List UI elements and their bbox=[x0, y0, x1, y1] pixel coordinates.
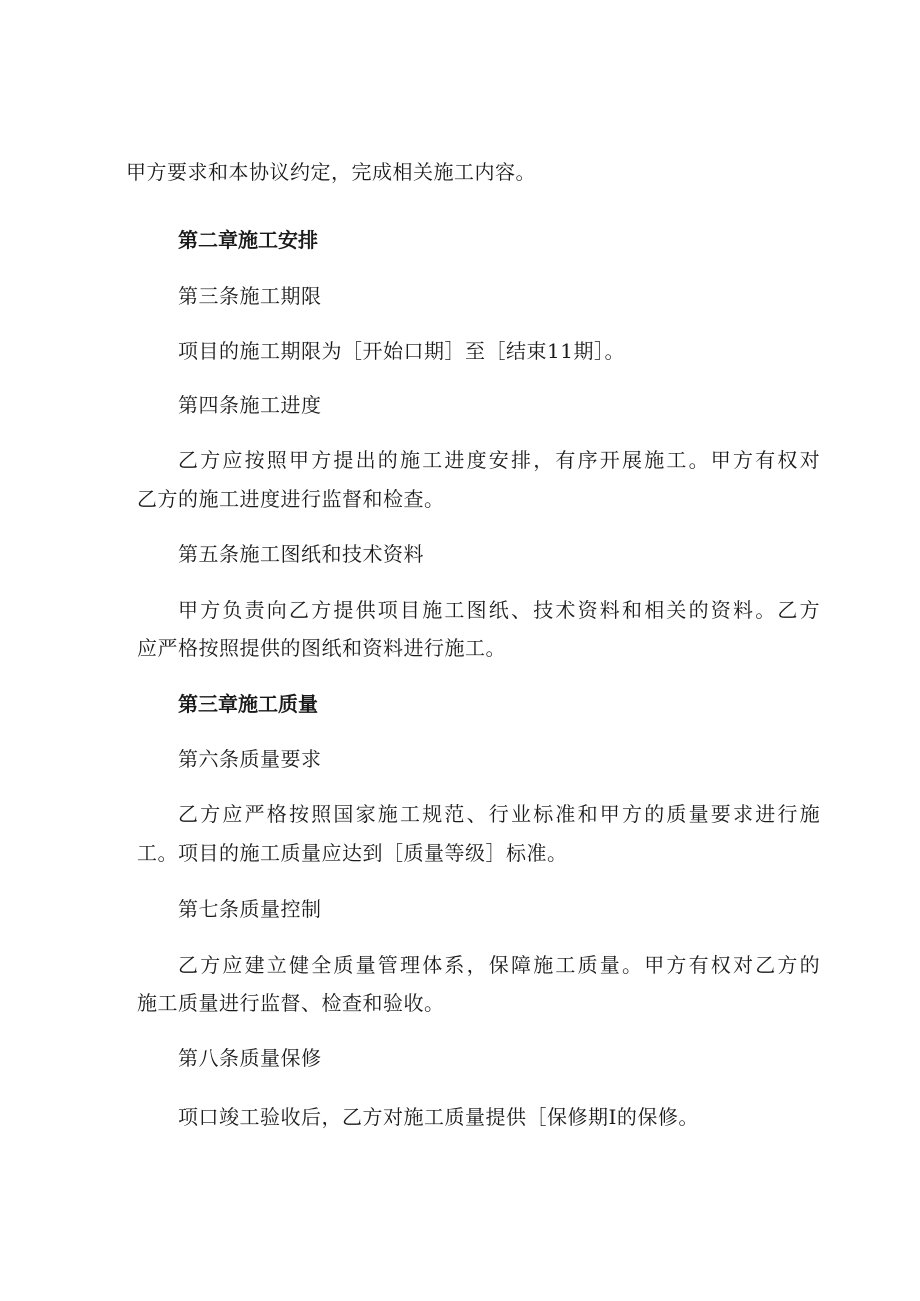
article-body: 项口竣工验收后，乙方对施工质量提供［保修期I的保修。 bbox=[178, 1105, 699, 1129]
article-body-line: 施工质量进行监督、检查和验收。 bbox=[137, 991, 445, 1015]
chapter-heading: 第三章施工质量 bbox=[178, 692, 318, 716]
article-title: 第三条施工期限 bbox=[178, 284, 322, 308]
article-body-line: 乙方应按照甲方提出的施工进度安排，有序开展施工。甲方有权对 bbox=[178, 448, 822, 472]
article-body-line: 甲方负责向乙方提供项目施工图纸、技术资料和相关的资料。乙方 bbox=[178, 598, 822, 622]
article-body-line: 工。项目的施工质量应达到［质量等级］标准。 bbox=[137, 841, 568, 865]
paragraph-continuation: 甲方要求和本协议约定，完成相关施工内容。 bbox=[126, 160, 536, 184]
article-body-line: 应严格按照提供的图纸和资料进行施工。 bbox=[137, 636, 506, 660]
chapter-heading: 第二章施工安排 bbox=[178, 228, 318, 252]
article-body: 项目的施工期限为［开始口期］至［结束11期］。 bbox=[178, 339, 625, 363]
article-body-line: 乙方的施工进度进行监督和检查。 bbox=[137, 487, 445, 511]
article-title: 第四条施工进度 bbox=[178, 393, 322, 417]
article-body-line: 乙方应严格按照国家施工规范、行业标准和甲方的质量要求进行施 bbox=[178, 802, 822, 826]
article-title: 第六条质量要求 bbox=[178, 747, 322, 771]
article-title: 第八条质量保修 bbox=[178, 1046, 322, 1070]
article-title: 第五条施工图纸和技术资料 bbox=[178, 542, 424, 566]
article-body-line: 乙方应建立健全质量管理体系，保障施工质量。甲方有权对乙方的 bbox=[178, 953, 822, 977]
article-title: 第七条质量控制 bbox=[178, 897, 322, 921]
